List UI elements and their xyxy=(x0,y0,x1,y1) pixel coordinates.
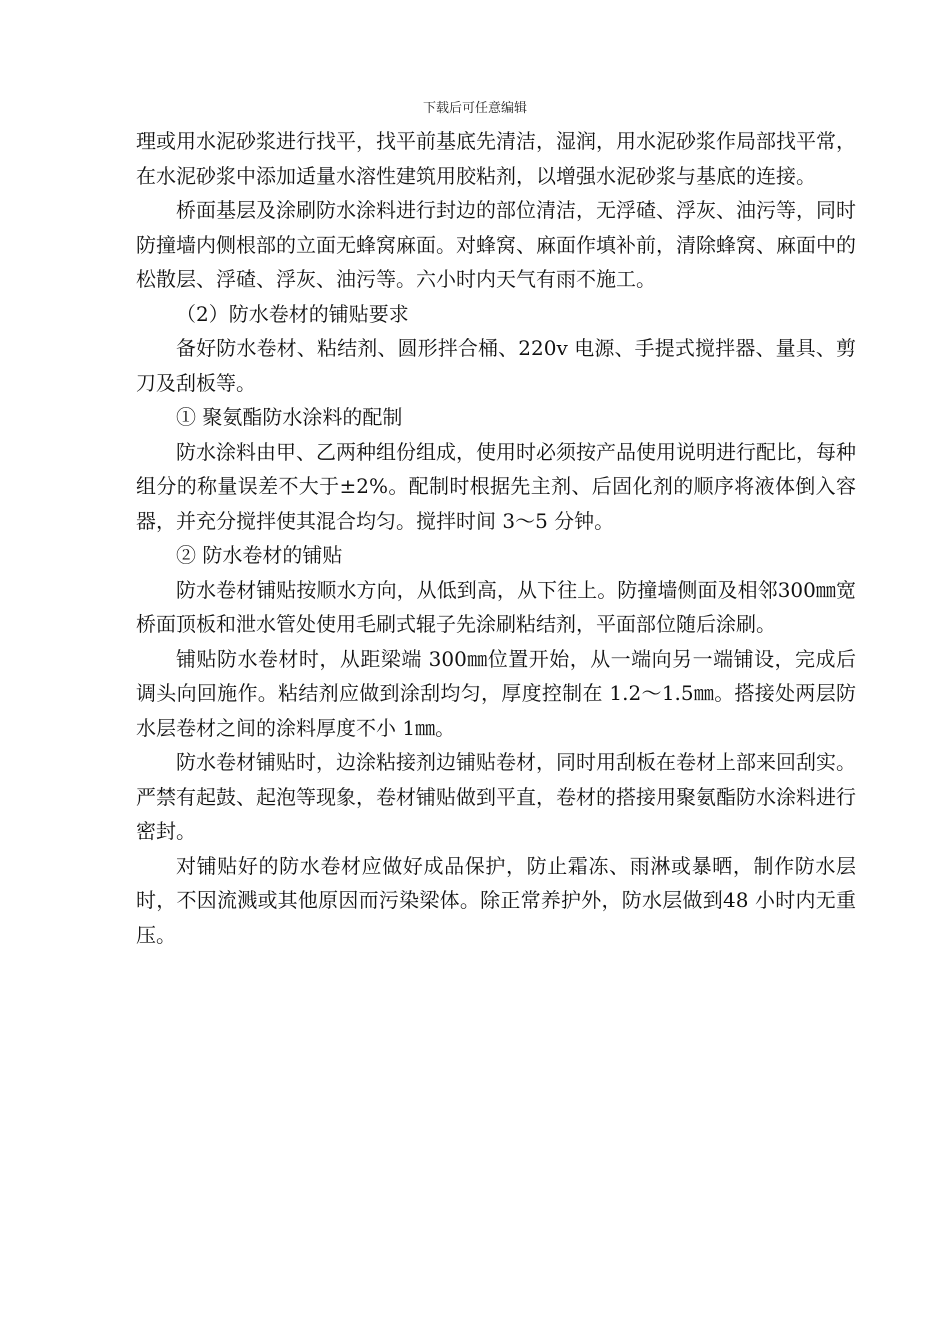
paragraph-protection: 对铺贴好的防水卷材应做好成品保护，防止霜冻、雨淋或暴晒，制作防水层时，不因流溅或其他原因而污染梁体。除正常养护外，防水层做到48 小时内无重压。 xyxy=(136,853,856,947)
paragraph-coating-mixing: 防水涂料由甲、乙两种组份组成，使用时必须按产品使用说明进行配比，每种组分的称量误差不大于±2%。配制时根据先主剂、后固化剂的顺序将液体倒入容器，并充分搅拌使其混合均匀。搅拌时间 3～5 分钟。 xyxy=(136,439,856,533)
paragraph-leveling: 理或用水泥砂浆进行找平，找平前基底先清洁，湿润，用水泥砂浆作局部找平常，在水泥砂浆中添加适量水溶性建筑用胶粘剂，以增强水泥砂浆与基底的连接。 xyxy=(136,129,856,188)
paragraph-laying-start: 铺贴防水卷材时，从距梁端 300㎜位置开始，从一端向另一端铺设，完成后调头向回施作。粘结剂应做到涂刮均匀，厚度控制在 1.2～1.5㎜。搭接处两层防水层卷材之间的涂料厚度不小 1㎜。 xyxy=(136,646,856,740)
paragraph-laying-method: 防水卷材铺贴时，边涂粘接剂边铺贴卷材，同时用刮板在卷材上部来回刮实。严禁有起鼓、起泡等现象，卷材铺贴做到平直，卷材的搭接用聚氨酯防水涂料进行密封。 xyxy=(136,750,856,843)
subheading-coating-preparation: ① 聚氨酯防水涂料的配制 xyxy=(176,405,403,429)
page-header: 下载后可任意编辑 xyxy=(422,101,527,116)
paragraph-base-cleaning: 桥面基层及涂刷防水涂料进行封边的部位清洁，无浮碴、浮灰、油污等，同时防撞墙内侧根部的立面无蜂窝麻面。对蜂窝、麻面作填补前，清除蜂窝、麻面中的松散层、浮碴、浮灰、油污等。六小时内天气有雨不施工。 xyxy=(136,198,856,291)
paragraph-laying-direction: 防水卷材铺贴按顺水方向，从低到高，从下往上。防撞墙侧面及相邻300㎜宽桥面顶板和泄水管处使用毛刷式辊子先涂刷粘结剂，平面部位随后涂刷。 xyxy=(136,577,856,636)
subheading-membrane-laying: ② 防水卷材的铺贴 xyxy=(176,543,343,567)
document-body xyxy=(136,124,856,952)
section-heading-membrane-requirements: （2）防水卷材的铺贴要求 xyxy=(176,301,409,326)
paragraph-materials: 备好防水卷材、粘结剂、圆形拌合桶、220v 电源、手提式搅拌器、量具、剪刀及刮板等。 xyxy=(136,336,856,395)
